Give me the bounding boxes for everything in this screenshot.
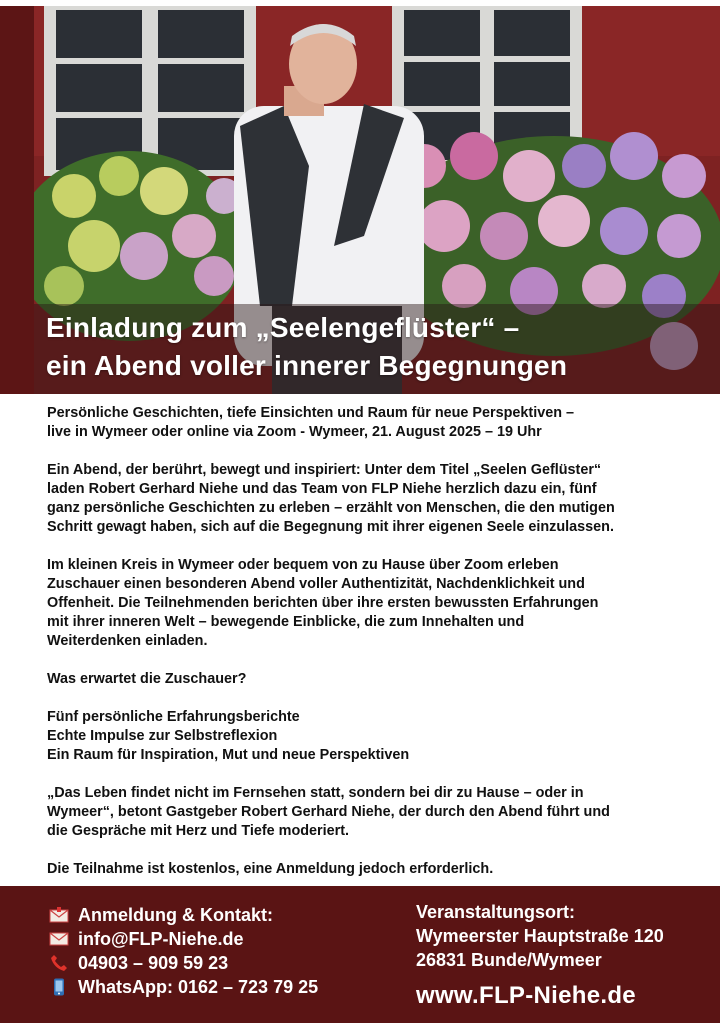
left-window bbox=[44, 6, 256, 176]
website-link[interactable]: www.FLP-Niehe.de bbox=[416, 982, 636, 1009]
hero-photo bbox=[34, 6, 720, 394]
envelope-icon bbox=[48, 906, 70, 924]
hero-title-line2: ein Abend voller innerer Begegnungen bbox=[46, 350, 568, 381]
footer bbox=[0, 886, 720, 1023]
venue-city: 26831 Bunde/Wymeer bbox=[416, 950, 602, 970]
question-heading: Was erwartet die Zuschauer? bbox=[47, 671, 247, 687]
left-margin-strip bbox=[0, 6, 34, 394]
contact-block bbox=[48, 903, 318, 999]
venue-block bbox=[416, 902, 664, 1009]
whatsapp-row[interactable] bbox=[48, 975, 318, 999]
contact-heading-row bbox=[48, 903, 318, 927]
intro-text: Persönliche Geschichten, tiefe Einsichten und Raum für neue Perspektiven – live in Wymeer oder online via Zoom - Wymeer, 21. August 2025 – 19 Uhr bbox=[47, 405, 575, 440]
whatsapp-number[interactable]: WhatsApp: 0162 – 723 79 25 bbox=[78, 976, 319, 997]
phone-row[interactable] bbox=[48, 951, 318, 975]
venue-heading: Veranstaltungsort: bbox=[416, 902, 576, 922]
venue-street: Wymeerster Hauptstraße 120 bbox=[416, 926, 664, 946]
hero-title-band bbox=[34, 304, 720, 394]
paragraph-1: Ein Abend, der berührt, bewegt und inspiriert: Unter dem Titel „Seelen Geflüster“ laden Robert Gerhard Niehe und das Team von FLP Niehe herzlich dazu ein, fünf ganz persönliche Geschichten zu erleben – erzählt von Menschen, die den mutigen Schritt gewagt haben, sich auf die Begegnung mit ihrer eigenen Seele einzulassen. bbox=[47, 462, 615, 535]
phone-icon bbox=[48, 954, 70, 972]
closing-text: Die Teilnahme ist kostenlos, eine Anmeldung jedoch erforderlich. bbox=[47, 861, 494, 877]
mobile-icon bbox=[48, 978, 70, 996]
quote-text: „Das Leben findet nicht im Fernsehen statt, sondern bei dir zu Hause – oder in Wymeer“, betont Gastgeber Robert Gerhard Niehe, der durch den Abend führt und die Gespräche mit Herz und Tiefe moderiert. bbox=[47, 785, 610, 839]
flyer-body bbox=[47, 404, 697, 898]
email-icon bbox=[48, 930, 70, 948]
paragraph-2: Im kleinen Kreis in Wymeer oder bequem von zu Hause über Zoom erleben Zuschauer einen besonderen Abend voller Authentizität, Nachdenklichkeit und Offenheit. Die Teilnehmenden berichten über ihre ersten bewussten Erfahrungen mit ihrer inneren Welt – bewegende Einblicke, die zum Innehalten und Weiterdenken einladen. bbox=[47, 557, 599, 649]
hero-title-line1: Einladung zum „Seelengeflüster“ – bbox=[46, 312, 520, 343]
list-item: Fünf persönliche Erfahrungsberichte bbox=[47, 709, 300, 725]
expectations-list bbox=[47, 708, 697, 765]
contact-heading: Anmeldung & Kontakt: bbox=[78, 904, 273, 925]
list-item: Echte Impulse zur Selbstreflexion bbox=[47, 728, 278, 744]
email-row[interactable] bbox=[48, 927, 318, 951]
phone-number[interactable]: 04903 – 909 59 23 bbox=[78, 952, 229, 973]
email-link[interactable]: info@FLP-Niehe.de bbox=[78, 928, 244, 949]
list-item: Ein Raum für Inspiration, Mut und neue Perspektiven bbox=[47, 747, 410, 763]
